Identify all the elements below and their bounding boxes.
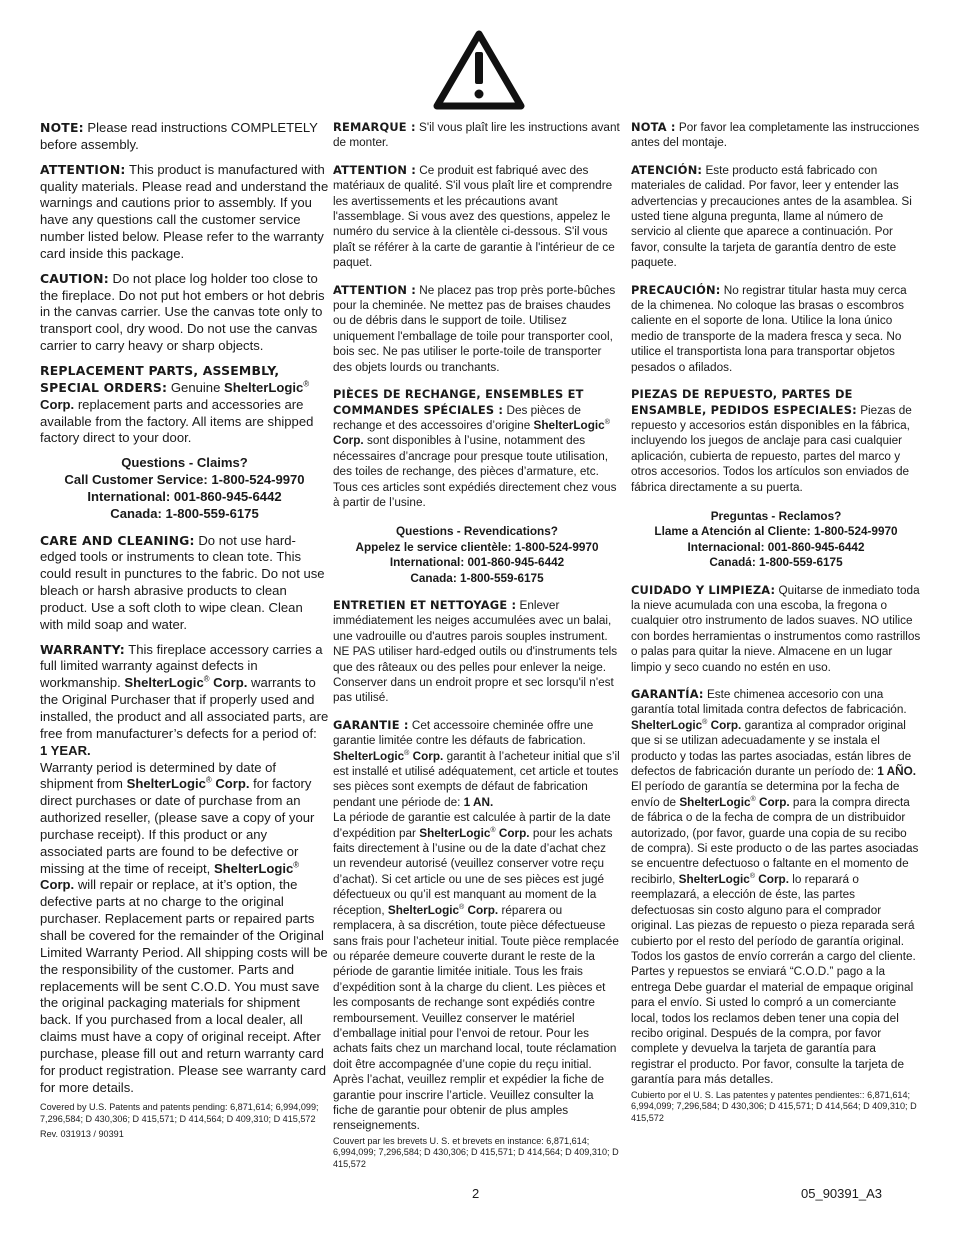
warranty-text: will repair or replace, at it’s option, the defective parts at no charge to the original purchaser. Replacement parts or repaired parts shall be covered for the remainder of the Original Limited Warranty Period. All shipping costs will be the responsibility of the customer. Parts and replacements will be sent C.O.D. You must save the original packaging materials for shipment back. If you purchased from a local dealer, all claims must have a copy of original receipt. After purchase, please fill out and return warranty card for product registration. Please see warranty card for more details. [40,877,328,1095]
care-text: Quitarse de inmediato toda la nieve acumulada con una escoba, la fregona o cualquier otro instrumento de lados suaves. NO utilice con bordes herramientas o instrumentos como rastrillos o palas para quitar la nieve. Almacene en un lugar limpio y seco cuando no estén en uso. [631,583,921,674]
warranty-text: warrants to the Original Purchaser that if properly used and installed, the product and all associated parts, are free from manufacturer’s defects for a period of: [40,675,329,741]
patents-note: Covered by U.S. Patents and patents pending: 6,871,614; 6,994,099; 7,296,584; D 430,306; D 415,571; D 414,564; D 409,310; D 415,572 [40,1102,319,1124]
brand-corp: Corp. [755,872,789,886]
registered-mark: ® [293,860,300,870]
caution-section [40,271,329,355]
note-section [333,120,621,151]
contact-line: Appelez le service clientèle: 1-800-524-9970 [355,540,599,554]
brand-corp: Corp. [707,718,742,732]
care-heading: ENTRETIEN ET NETTOYAGE : [333,597,517,612]
warranty-text: This fireplace accessory carries a full limited warranty against defects in workmanship. [40,641,323,691]
caution-heading: ATTENTION : [333,282,416,297]
brand-corp: Corp. [40,877,75,893]
attention-section [631,163,921,271]
parts-heading: PIEZAS DE REPUESTO, PARTES DE ENSAMBLE, PEDIDOS ESPECIALES: [631,387,857,417]
patents-note: Cubierto por el U. S. Las patentes y patentes pendientes:: 6,871,614; 6,994,099; 7,296,584; D 430,306; D 415,571; D 414,564; D 409,310; D 415,572 [631,1089,917,1123]
attention-heading: ATENCIÓN: [631,162,703,177]
parts-heading: REPLACEMENT PARTS, ASSEMBLY, SPECIAL ORDERS: [40,362,280,395]
brand-name: ShelterLogic [126,776,206,792]
brand-corp: Corp. [755,795,790,809]
brand-corp: Corp. [464,903,499,917]
attention-section [333,163,621,271]
document-code: 05_90391_A3 [801,1186,882,1201]
warning-triangle-icon [432,28,526,110]
note-heading: NOTA : [631,120,676,134]
note-section [631,120,921,151]
warranty-period: 1 YEAR. [40,742,91,758]
warranty-heading: GARANTÍA: [631,687,704,701]
warranty-heading: WARRANTY: [40,641,125,657]
brand-name: ShelterLogic [333,749,405,763]
registered-mark: ® [459,903,465,911]
brand-name: ShelterLogic [533,418,605,432]
caution-text: Do not place log holder too close to the fireplace. Do not put hot embers or hot debris in the canvas carrier. Use the canvas tote only to transport cool, dry wood. Do not use the canvas carrier to carry heavy or sharp objects. [40,270,325,354]
care-section [333,598,621,706]
warranty-text: garantiza al comprador original que si se utilizan adecuadamente y se instala el producto y todas las partes asociadas, están libres de defectos de fabricación durante un período de: [631,718,912,779]
brand-name: ShelterLogic [631,718,703,732]
warranty-text: Cet accessoire cheminée offre une garantie limitée contre les défauts de fabrication. [333,718,594,748]
note-heading: REMARQUE : [333,120,416,134]
warranty-text: El período de garantía se determina por la fecha de envío de [631,780,900,809]
registered-mark: ® [205,776,212,786]
attention-text: Ce produit est fabriqué avec des matériaux de qualité. S'il vous plaît lire et comprendre les avertissements et les précautions avant l'assemblage. Si vous avez des questions, appelez le numéro du service à la clientèle ci-dessous. S'il vous plaît se référer à la carte de garantie à l'intérieur de ce paquet. [333,163,615,270]
brand-name: ShelterLogic [387,903,460,917]
registered-mark: ® [604,419,610,426]
contact-block [40,455,329,522]
english-column [40,120,329,1149]
attention-section [40,162,329,263]
brand-corp: Corp. [209,675,248,691]
warranty-text: La période de garantie est calculée à partir de la date d’expédition par [333,811,611,840]
warranty-text: para la compra directa de fábrica o de la fecha de compra de un distribuidor autorizado, (por favor, guarde una copia de su recibo de compra). Si este producto o de las partes asociadas se encuentre defectuoso o faltante en el momento de recibirlo, [631,795,919,886]
registered-mark: ® [203,674,210,684]
care-text: Do not use hard-edged tools or instruments to clean tote. This could result in punctures to the fabric. Do not use bleach or harsh abrasive products to clean product. Use a soft cloth to wipe clean. Clean with mild soap and water. [40,532,325,632]
contact-line: Canadá: 1-800-559-6175 [709,556,843,570]
warranty-text: Warranty period is determined by date of shipment from [40,759,277,792]
contact-line: Preguntas - Reclamos? [710,509,842,523]
caution-section [631,283,921,375]
parts-text: Piezas de repuesto y accesorios están disponibles en la fábrica, incluyendo los juegos de anclaje para casi cualquier aplicación, cubierta de repuesto, partes del marco y otros accesorios. Todos los artículos son enviados de fábrica directamente a su puerta. [631,403,912,494]
contact-line: Internacional: 001-860-945-6442 [687,540,865,554]
registered-mark: ® [404,749,410,757]
contact-line: Canada: 1-800-559-6175 [110,505,259,521]
revision-note: Rev. 031913 / 90391 [40,1129,124,1140]
care-heading: CUIDADO Y LIMPIEZA: [631,582,776,597]
warranty-section [333,718,621,1134]
brand-corp: Corp. [211,776,250,792]
warranty-section [40,642,329,1097]
attention-text: This product is manufactured with quality materials. Please read and understand the warnings and cautions prior to assembly. If you have any questions call the customer service number listed below. Please refer to the warranty card inside this package. [40,161,329,261]
caution-heading: PRECAUCIÓN: [631,282,721,297]
warranty-period: 1 AN. [463,795,494,809]
brand-name: ShelterLogic [419,826,491,840]
warranty-text: pour les achats faits directement à l’usine ou de la date d’achat chez un revendeur autorisé (veuillez conserver votre reçu d’achat). Si cet article ou une de ses pièces est jugé défectueux ou qu’il est manquant au moment de la réception, [333,826,613,917]
contact-line: Questions - Revendications? [396,525,558,539]
registered-mark: ® [702,718,708,726]
care-text: Enlever immédiatement les neiges accumulées avec un balai, une vadrouille ou d'autres parois souples instrument. NE PAS utiliser hard-edged outils ou d'instruments tels que des râteaux ou des pelles pour enlever la neige. Conserver dans un endroit propre et sec lorsqu'il n'est pas utilisé. [333,598,618,705]
parts-section [333,387,621,510]
contact-block [333,524,621,586]
brand-corp: Corp. [495,826,530,840]
brand-corp: Corp. [40,396,75,412]
contact-line: International: 001-860-945-6442 [87,488,282,504]
registered-mark: ® [750,795,756,803]
brand-name: ShelterLogic [678,872,750,886]
contact-line: Call Customer Service: 1-800-524-9970 [64,472,305,488]
parts-section [631,387,921,495]
warranty-heading: GARANTIE : [333,717,409,732]
parts-text: sont disponibles à l’usine, notamment des nécessaires d’ancrage pour presque toute utilisation, des toiles de rechange, des pièces d’armature, etc. Tous ces articles sont expédiés directement chez vous à partir de l’usine. [333,434,617,509]
brand-corp: Corp. [333,434,364,448]
brand-corp: Corp. [409,749,444,763]
parts-text: Genuine [167,379,224,395]
brand-name: ShelterLogic [224,379,304,395]
contact-line: Llame a Atención al Cliente: 1-800-524-9970 [654,525,898,539]
warranty-text: for factory direct purchases or date of purchase from an authorized reseller, (please save a copy of your purchase receipt). If this product or any associated parts are found to be defective or missing at the time of receipt, [40,776,315,876]
note-section [40,120,329,154]
caution-text: No registrar titular hasta muy cerca de la chimenea. No coloque las brasas o escombros caliente en el soporte de lona. Utilice la lona único medio de transporte de la madera fresca y seca. No utilice el transportista lona para transportar objetos pesados o afilados. [631,283,907,374]
brand-name: ShelterLogic [124,675,204,691]
parts-text: replacement parts and accessories are available from the factory. All items are shipped factory direct to your door. [40,396,314,446]
caution-section [333,283,621,375]
note-text: Por favor lea completamente las instrucciones antes del montaje. [631,121,920,150]
contact-line: International: 001-860-945-6442 [389,556,565,570]
note-text: Please read instructions COMPLETELY before assembly. [40,120,318,152]
care-heading: CARE AND CLEANING: [40,532,195,548]
french-column [333,120,621,1178]
warranty-text: garantit à l’acheteur initial que s’il est installé et utilisé adéquatement, cet article et toutes ses pièces sont exempts de défaut de fabrication pendant une période de: [333,749,620,809]
page-number: 2 [472,1186,480,1201]
parts-heading: PIÈCES DE RECHANGE, ENSEMBLES ET COMMANDES SPÉCIALES : [333,387,584,417]
contact-line: Canada: 1-800-559-6175 [410,571,544,585]
warranty-text: réparera ou remplacera, à sa discrétion, toute pièce défectueuse sans frais pour l’acheteur initial. Toute pièce remplacée ou réparée demeure couverte durant le reste de la période de garantie limitée initiale. Tous les frais d’expédition sont à la charge du client. Les pièces et les composants de rechange sont expédiés contre remboursement. Veuillez conserver le matériel d’emballage initial pour l’envoi de retour. Pour les achats faits chez un marchand local, toute réclamation doit être accompagnée d’une copie du reçu initial. Après l’achat, veuillez remplir et expédier la fiche de garantie pour inscrire l’article. Veuillez consulter la fiche de garantie pour obtenir de plus amples renseignements. [333,903,619,1133]
contact-line: Questions - Claims? [121,455,248,471]
caution-heading: CAUTION: [40,270,109,286]
parts-section [40,363,329,447]
patents-note: Couvert par les brevets U. S. et brevets en instance: 6,871,614; 6,994,099; 7,296,584; D 430,306; D 415,571; D 414,564; D 409,310; D 415,572 [333,1135,619,1169]
brand-name: ShelterLogic [213,860,294,876]
attention-heading: ATTENTION : [333,162,416,177]
warranty-section [631,687,921,1088]
warranty-period: 1 AÑO. [877,765,917,779]
spanish-column [631,120,921,1132]
care-section [631,583,921,675]
registered-mark: ® [749,872,756,880]
note-text: S'il vous plaît lire les instructions avant de monter. [333,121,620,150]
note-heading: NOTE: [40,120,84,135]
caution-text: Ne placez pas trop près porte-bûches pour la cheminée. Ne mettez pas de braises chaudes ou de débris dans le support de toile. Utilisez uniquement l'emballage de toile pour transporter cool, bois sec. Ne pas utiliser le porte-toile de transporter des objets lourds ou tranchants. [333,283,616,374]
warranty-text: Este chimenea accesorio con una garantía total limitada contra defectos de fabricación. [631,688,907,717]
attention-heading: ATTENTION: [40,161,126,177]
attention-text: Este producto está fabricado con materiales de calidad. Por favor, leer y entender las advertencias y precauciones antes de la asamblea. Si usted tiene alguna pregunta, llame al número de servicio al cliente que aparece a continuación. Por favor, consulte la tarjeta de garantía dentro de este paquete. [631,163,912,270]
warranty-text: lo reparará o reemplazará, a elección de éste, las partes defectuosas sin costo alguno para el comprador original. Las piezas de repuesto o pieza reparada será cubierto por el resto del período de garantía original. Todos los gastos de envío correrán a cargo del cliente. Partes y repuestos se enviará “C.O.D.” pago a la entrega Debe guardar el material de empaque original para el envío. Si usted lo compró a un comerciante local, todos los reclamos deben tener una copia del recibo original. Después de la compra, por favor complete y devuelva la tarjeta de garantía para registrar el producto. Por favor, consulte la tarjeta de garantía para más detalles. [631,872,916,1087]
contact-block [631,509,921,571]
registered-mark: ® [490,826,496,834]
care-section [40,533,329,634]
brand-name: ShelterLogic [679,795,751,809]
parts-text: Des pièces de rechange et des accessoires d’origine [333,403,581,432]
registered-mark: ® [303,379,310,389]
